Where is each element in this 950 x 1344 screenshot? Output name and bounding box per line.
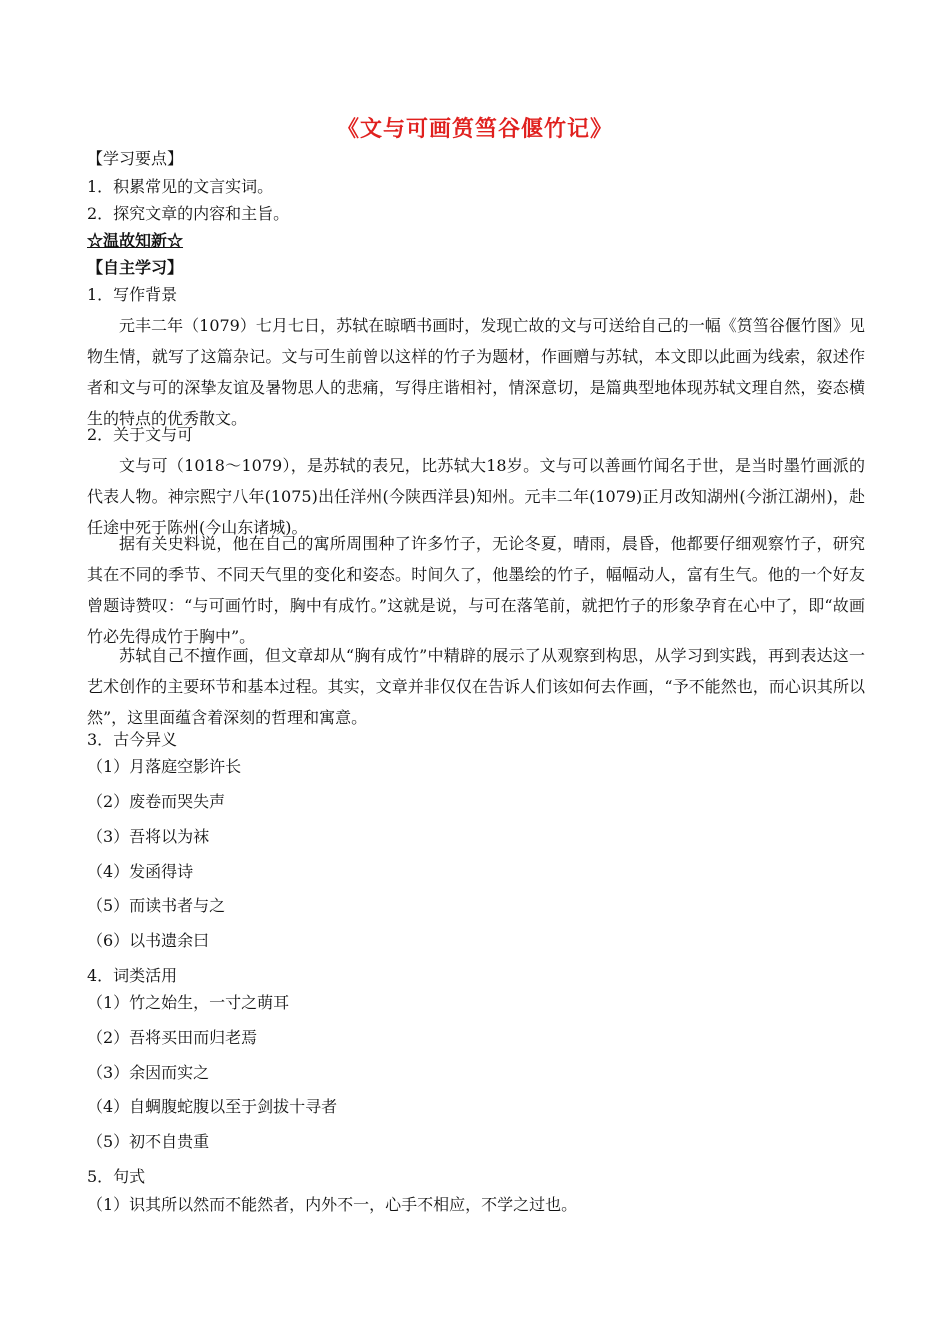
list-item: （3）余因而实之 [87, 1063, 210, 1082]
list-item: （2）废卷而哭失声 [87, 792, 226, 811]
key-point-item: 2．探究文章的内容和主旨。 [87, 204, 290, 223]
review-heading: ☆温故知新☆ [87, 231, 184, 250]
about-paragraph: 苏轼自己不擅作画，但文章却从“胸有成竹”中精辟的展示了从观察到构思，从学习到实践，再到表达这一艺术创作的主要环节和基本过程。其实，文章并非仅仅在告诉人们该如何去作画，“予不能然也，而心识其所以然”，这里面蕴含着深刻的哲理和寓意。 [87, 646, 865, 727]
list-item: （4）发函得诗 [87, 862, 194, 881]
section-heading-sentence-pattern: 5．句式 [87, 1167, 146, 1186]
background-paragraph: 元丰二年（1079）七月七日，苏轼在晾晒书画时，发现亡故的文与可送给自己的一幅《筼筜谷偃竹图》见物生情，就写了这篇杂记。文与可生前曾以这样的竹子为题材，作画赠与苏轼，本文即以此画为线索，叙述作者和文与可的深挚友谊及暑物思人的悲痛，写得庄谐相衬，情深意切，是篇典型地体现苏轼文理自然，姿态横生的特点的优秀散文。 [87, 316, 865, 428]
key-point-item: 1．积累常见的文言实词。 [87, 177, 274, 196]
about-paragraph: 据有关史料说，他在自己的寓所周围种了许多竹子，无论冬夏，晴雨，晨昏，他都要仔细观察竹子，研究其在不同的季节、不同天气里的变化和姿态。时间久了，他墨绘的竹子，幅幅动人，富有生气。他的一个好友曾题诗赞叹：“与可画竹时，胸中有成竹。”这就是说，与可在落笔前，就把竹子的形象孕育在心中了，即“故画竹必先得成竹于胸中”。 [87, 534, 865, 646]
list-item: （2）吾将买田而归老焉 [87, 1028, 258, 1047]
list-item: （4）自蜩腹蛇腹以至于剑拔十寻者 [87, 1097, 338, 1116]
section-heading-background: 1．写作背景 [87, 285, 178, 304]
list-item: （1）月落庭空影许长 [87, 757, 242, 776]
section-heading-word-usage: 4．词类活用 [87, 966, 178, 985]
list-item: （1）竹之始生，一寸之萌耳 [87, 993, 290, 1012]
list-item: （5）而读书者与之 [87, 896, 226, 915]
self-study-heading: 【自主学习】 [87, 258, 184, 277]
key-points-heading: 【学习要点】 [87, 149, 184, 168]
about-paragraph: 文与可（1018～1079），是苏轼的表兄，比苏轼大18岁。文与可以善画竹闻名于世，是当时墨竹画派的代表人物。神宗熙宁八年(1075)出任洋州(今陕西洋县)知州。元丰二年(1079)正月改知湖州(今浙江湖州)，赴任途中死于陈州(今山东诸城)。 [87, 456, 865, 537]
list-item: （5）初不自贵重 [87, 1132, 210, 1151]
document-title: 《文与可画筼筜谷偃竹记》 [336, 117, 613, 142]
section-heading-about: 2．关于文与可 [87, 425, 194, 444]
list-item: （3）吾将以为袜 [87, 827, 210, 846]
section-heading-ancient-modern: 3．古今异义 [87, 730, 178, 749]
list-item: （1）识其所以然而不能然者，内外不一，心手不相应，不学之过也。 [87, 1195, 578, 1214]
list-item: （6）以书遗余曰 [87, 931, 210, 950]
